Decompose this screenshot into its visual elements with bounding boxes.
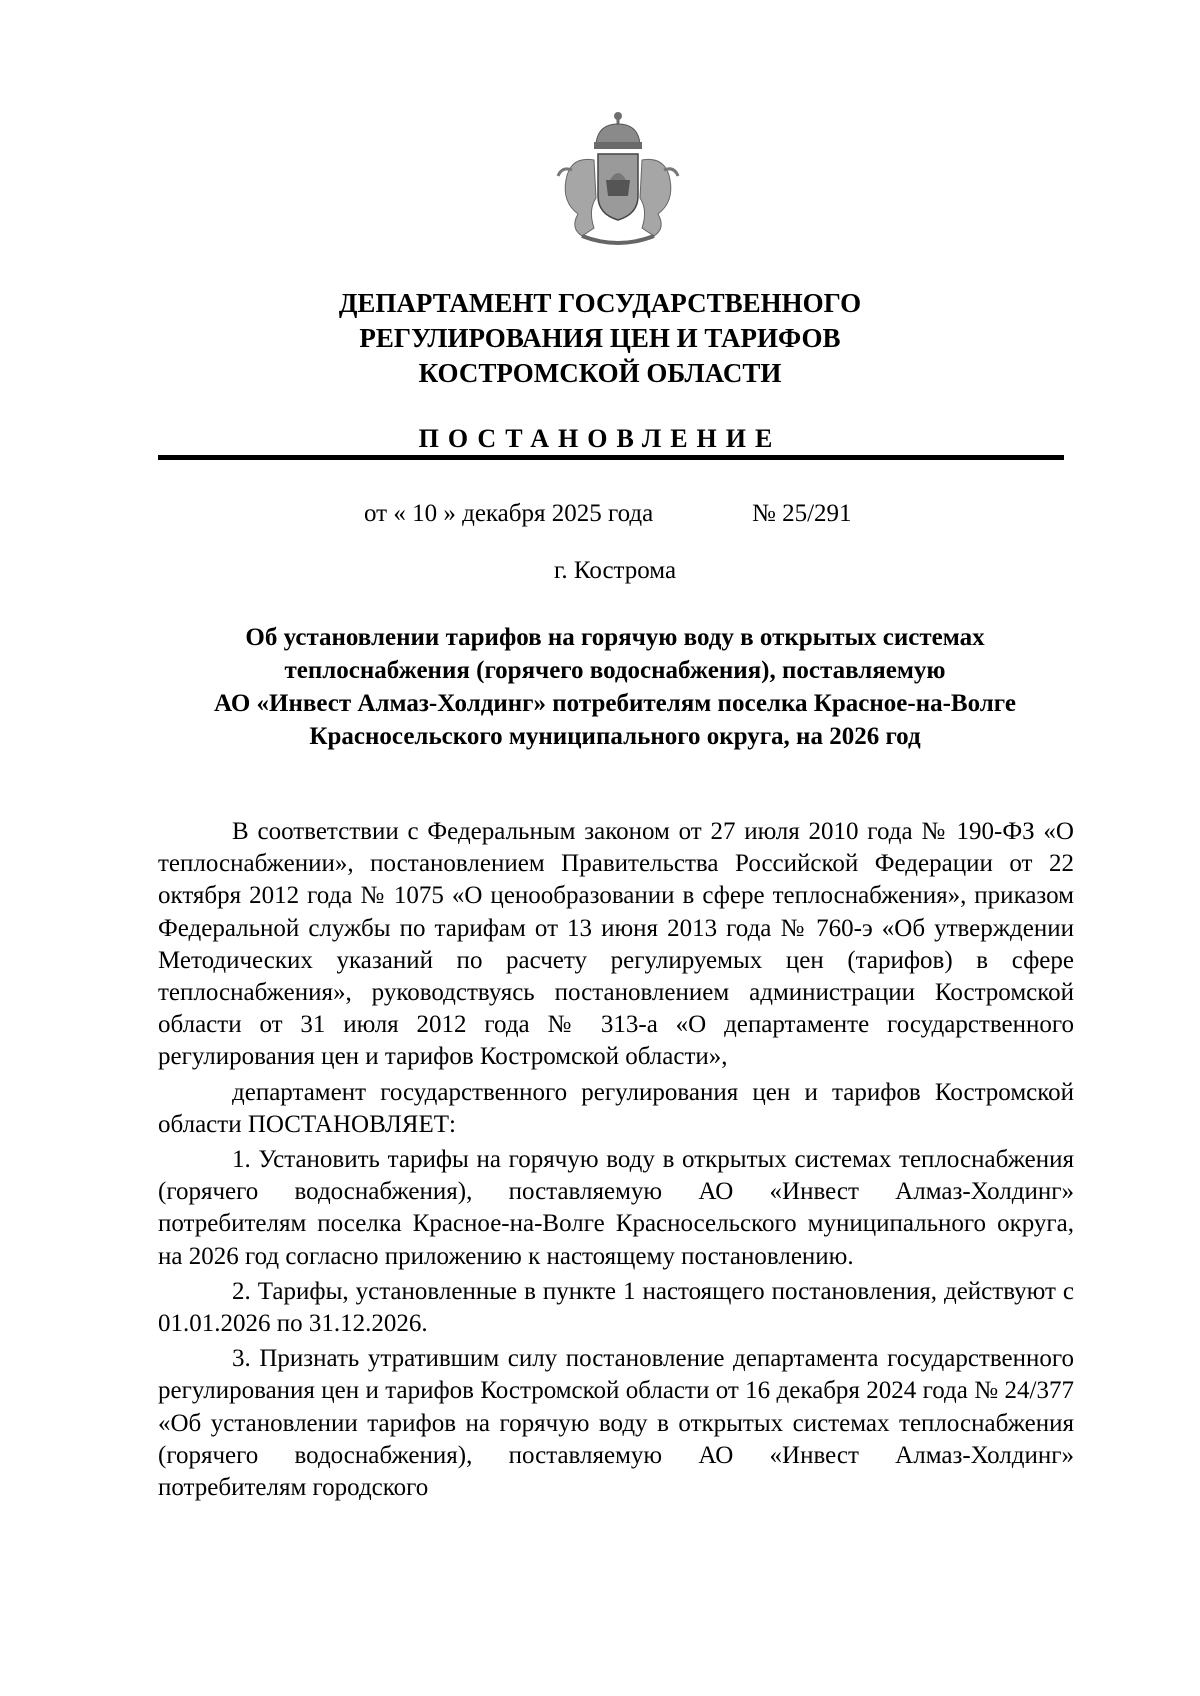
clause-1-paragraph: 1. Установить тарифы на горячую воду в открытых системах теплоснабжения (горячего водоснабжения), поставляемую АО «Инвест Алмаз-Холдинг» потребителям поселка Красное-на-Волге Красносельского муниципального округа, на 2026 год согласно приложению к настоящему постановлению.	[158, 1146, 1074, 1270]
preamble-paragraph: В соответствии с Федеральным законом от 27 июля 2010 года № 190-ФЗ «О теплоснабжении», постановлением Правительства Российской Федерации от 22 октября 2012 года № 1075 «О ценообразовании в сфере теплоснабжения», приказом Федеральной службы по тарифам от 13 июня 2013 года № 760-э «Об утверждении Методических указаний по расчету регулируемых цен (тарифов) в сфере теплоснабжения», руководствуясь постановлением администрации Костромской области от 31 июля 2012 года № 313-а «О департаменте государственного регулирования цен и тарифов Костромской области»,	[158, 818, 1074, 1071]
department-line: КОСТРОМСКОЙ ОБЛАСТИ	[418, 358, 782, 388]
title-line: теплоснабжения (горячего водоснабжения), поставляемую	[284, 657, 946, 684]
clause-2-paragraph: 2. Тарифы, установленные в пункте 1 настоящего постановления, действуют с 01.01.2026 по 31.12.2026.	[158, 1277, 1074, 1338]
department-name	[0, 286, 1200, 391]
title-line: АО «Инвест Алмаз-Холдинг» потребителям поселка Красное-на-Волге	[214, 690, 1016, 717]
header-divider	[158, 455, 1064, 460]
document-date: от « 10 » декабря 2025 года	[364, 500, 654, 527]
coat-of-arms-icon	[548, 110, 688, 250]
document-title	[140, 621, 1090, 753]
document-type: ПОСТАНОВЛЕНИЕ	[418, 424, 782, 453]
clause-3-paragraph: 3. Признать утратившим силу постановление департамента государственного регулирования цен и тарифов Костромской области от 16 декабря 2024 года № 24/377 «Об установлении тарифов на горячую воду в открытых системах теплоснабжения (горячего водоснабжения), поставляемую АО «Инвест Алмаз-Холдинг» потребителям городского	[158, 1345, 1074, 1502]
resolution-paragraph: департамент государственного регулирования цен и тарифов Костромской области ПОСТАНОВЛЯЕТ:	[158, 1078, 1074, 1138]
department-line: ДЕПАРТАМЕНТ ГОСУДАРСТВЕННОГО	[338, 288, 862, 318]
title-line: Красносельского муниципального округа, на 2026 год	[309, 723, 921, 750]
title-line: Об установлении тарифов на горячую воду в открытых системах	[245, 624, 985, 651]
document-city: г. Кострома	[553, 557, 677, 584]
document-body	[158, 816, 1074, 1507]
document-number: № 25/291	[752, 500, 852, 527]
department-line: РЕГУЛИРОВАНИЯ ЦЕН И ТАРИФОВ	[359, 323, 841, 353]
